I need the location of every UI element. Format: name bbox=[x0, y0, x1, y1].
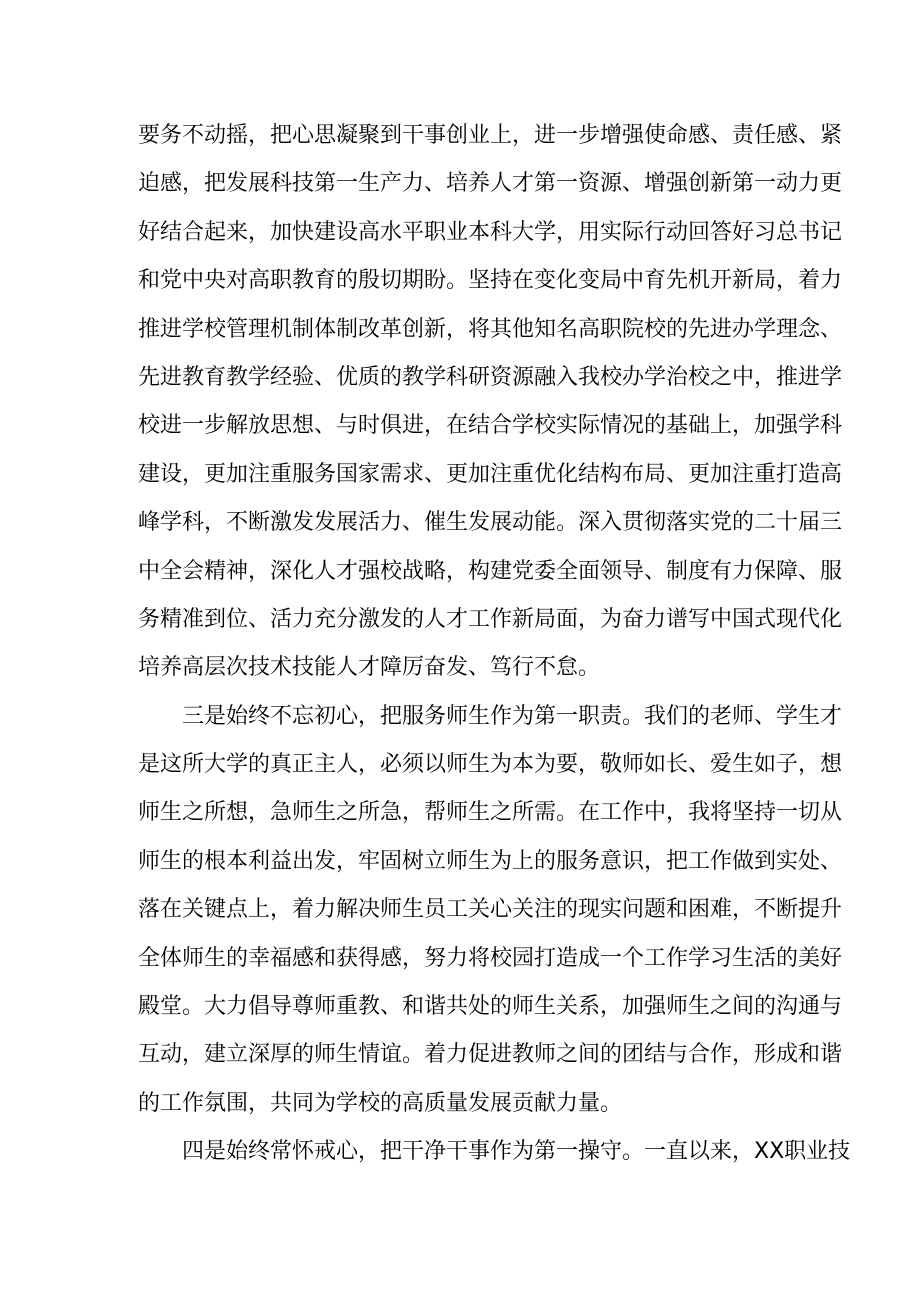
text-line: 互动，建立深厚的师生情谊。着力促进教师之间的团结与合作，形成和谐 bbox=[138, 1042, 843, 1068]
text-line: 峰学科，不断激发发展活力、催生发展动能。深入贯彻落实党的二十届三 bbox=[138, 510, 843, 536]
paragraph-end-line: 培养高层次技术技能人才障厉奋发、笃行不怠。 bbox=[138, 655, 601, 681]
text-line: 殿堂。大力倡导尊师重教、和谐共处的师生关系，加强师生之间的沟通与 bbox=[138, 994, 843, 1020]
text-line: 全体师生的幸福感和获得感，努力将校园打造成一个工作学习生活的美好 bbox=[138, 945, 843, 971]
text-line: 建设，更加注重服务国家需求、更加注重优化结构布局、更加注重打造高 bbox=[138, 461, 843, 487]
paragraph-start-line: 三是始终不忘初心，把服务师生作为第一职责。我们的老师、学生才 bbox=[182, 703, 843, 729]
paragraph-start-line: 四是始终常怀戒心，把干净干事作为第一操守。一直以来，XX职业技 bbox=[182, 1139, 851, 1165]
text-line: 校进一步解放思想、与时俱进，在结合学校实际情况的基础上，加强学科 bbox=[138, 413, 843, 439]
text-line: 推进学校管理机制体制改革创新，将其他知名高职院校的先进办学理念、 bbox=[138, 316, 843, 342]
text-line: 是这所大学的真正主人，必须以师生为本为要，敬师如长、爱生如子，想 bbox=[138, 752, 843, 778]
text-line: 师生的根本利益出发，牢固树立师生为上的服务意识，把工作做到实处、 bbox=[138, 848, 843, 874]
text-line: 先进教育教学经验、优质的教学科研资源融入我校办学治校之中，推进学 bbox=[138, 364, 843, 390]
text-line: 师生之所想，急师生之所急，帮师生之所需。在工作中，我将坚持一切从 bbox=[138, 800, 843, 826]
text-line: 落在关键点上，着力解决师生员工关心关注的现实问题和困难，不断提升 bbox=[138, 897, 843, 923]
paragraph-end-line: 的工作氛围，共同为学校的高质量发展贡献力量。 bbox=[138, 1090, 623, 1116]
text-line: 要务不动摇，把心思凝聚到干事创业上，进一步增强使命感、责任感、紧 bbox=[138, 123, 843, 148]
text-line: 好结合起来，加快建设高水平职业本科大学，用实际行动回答好习总书记 bbox=[138, 219, 843, 245]
text-line: 迫感，把发展科技第一生产力、培养人才第一资源、增强创新第一动力更 bbox=[138, 171, 843, 197]
text-line: 和党中央对高职教育的殷切期盼。坚持在变化变局中育先机开新局，着力 bbox=[138, 268, 843, 294]
body-text bbox=[138, 112, 851, 1177]
text-line: 中全会精神，深化人才强校战略，构建党委全面领导、制度有力保障、服 bbox=[138, 558, 843, 584]
text-line: 务精准到位、活力充分激发的人才工作新局面，为奋力谱写中国式现代化 bbox=[138, 606, 843, 632]
